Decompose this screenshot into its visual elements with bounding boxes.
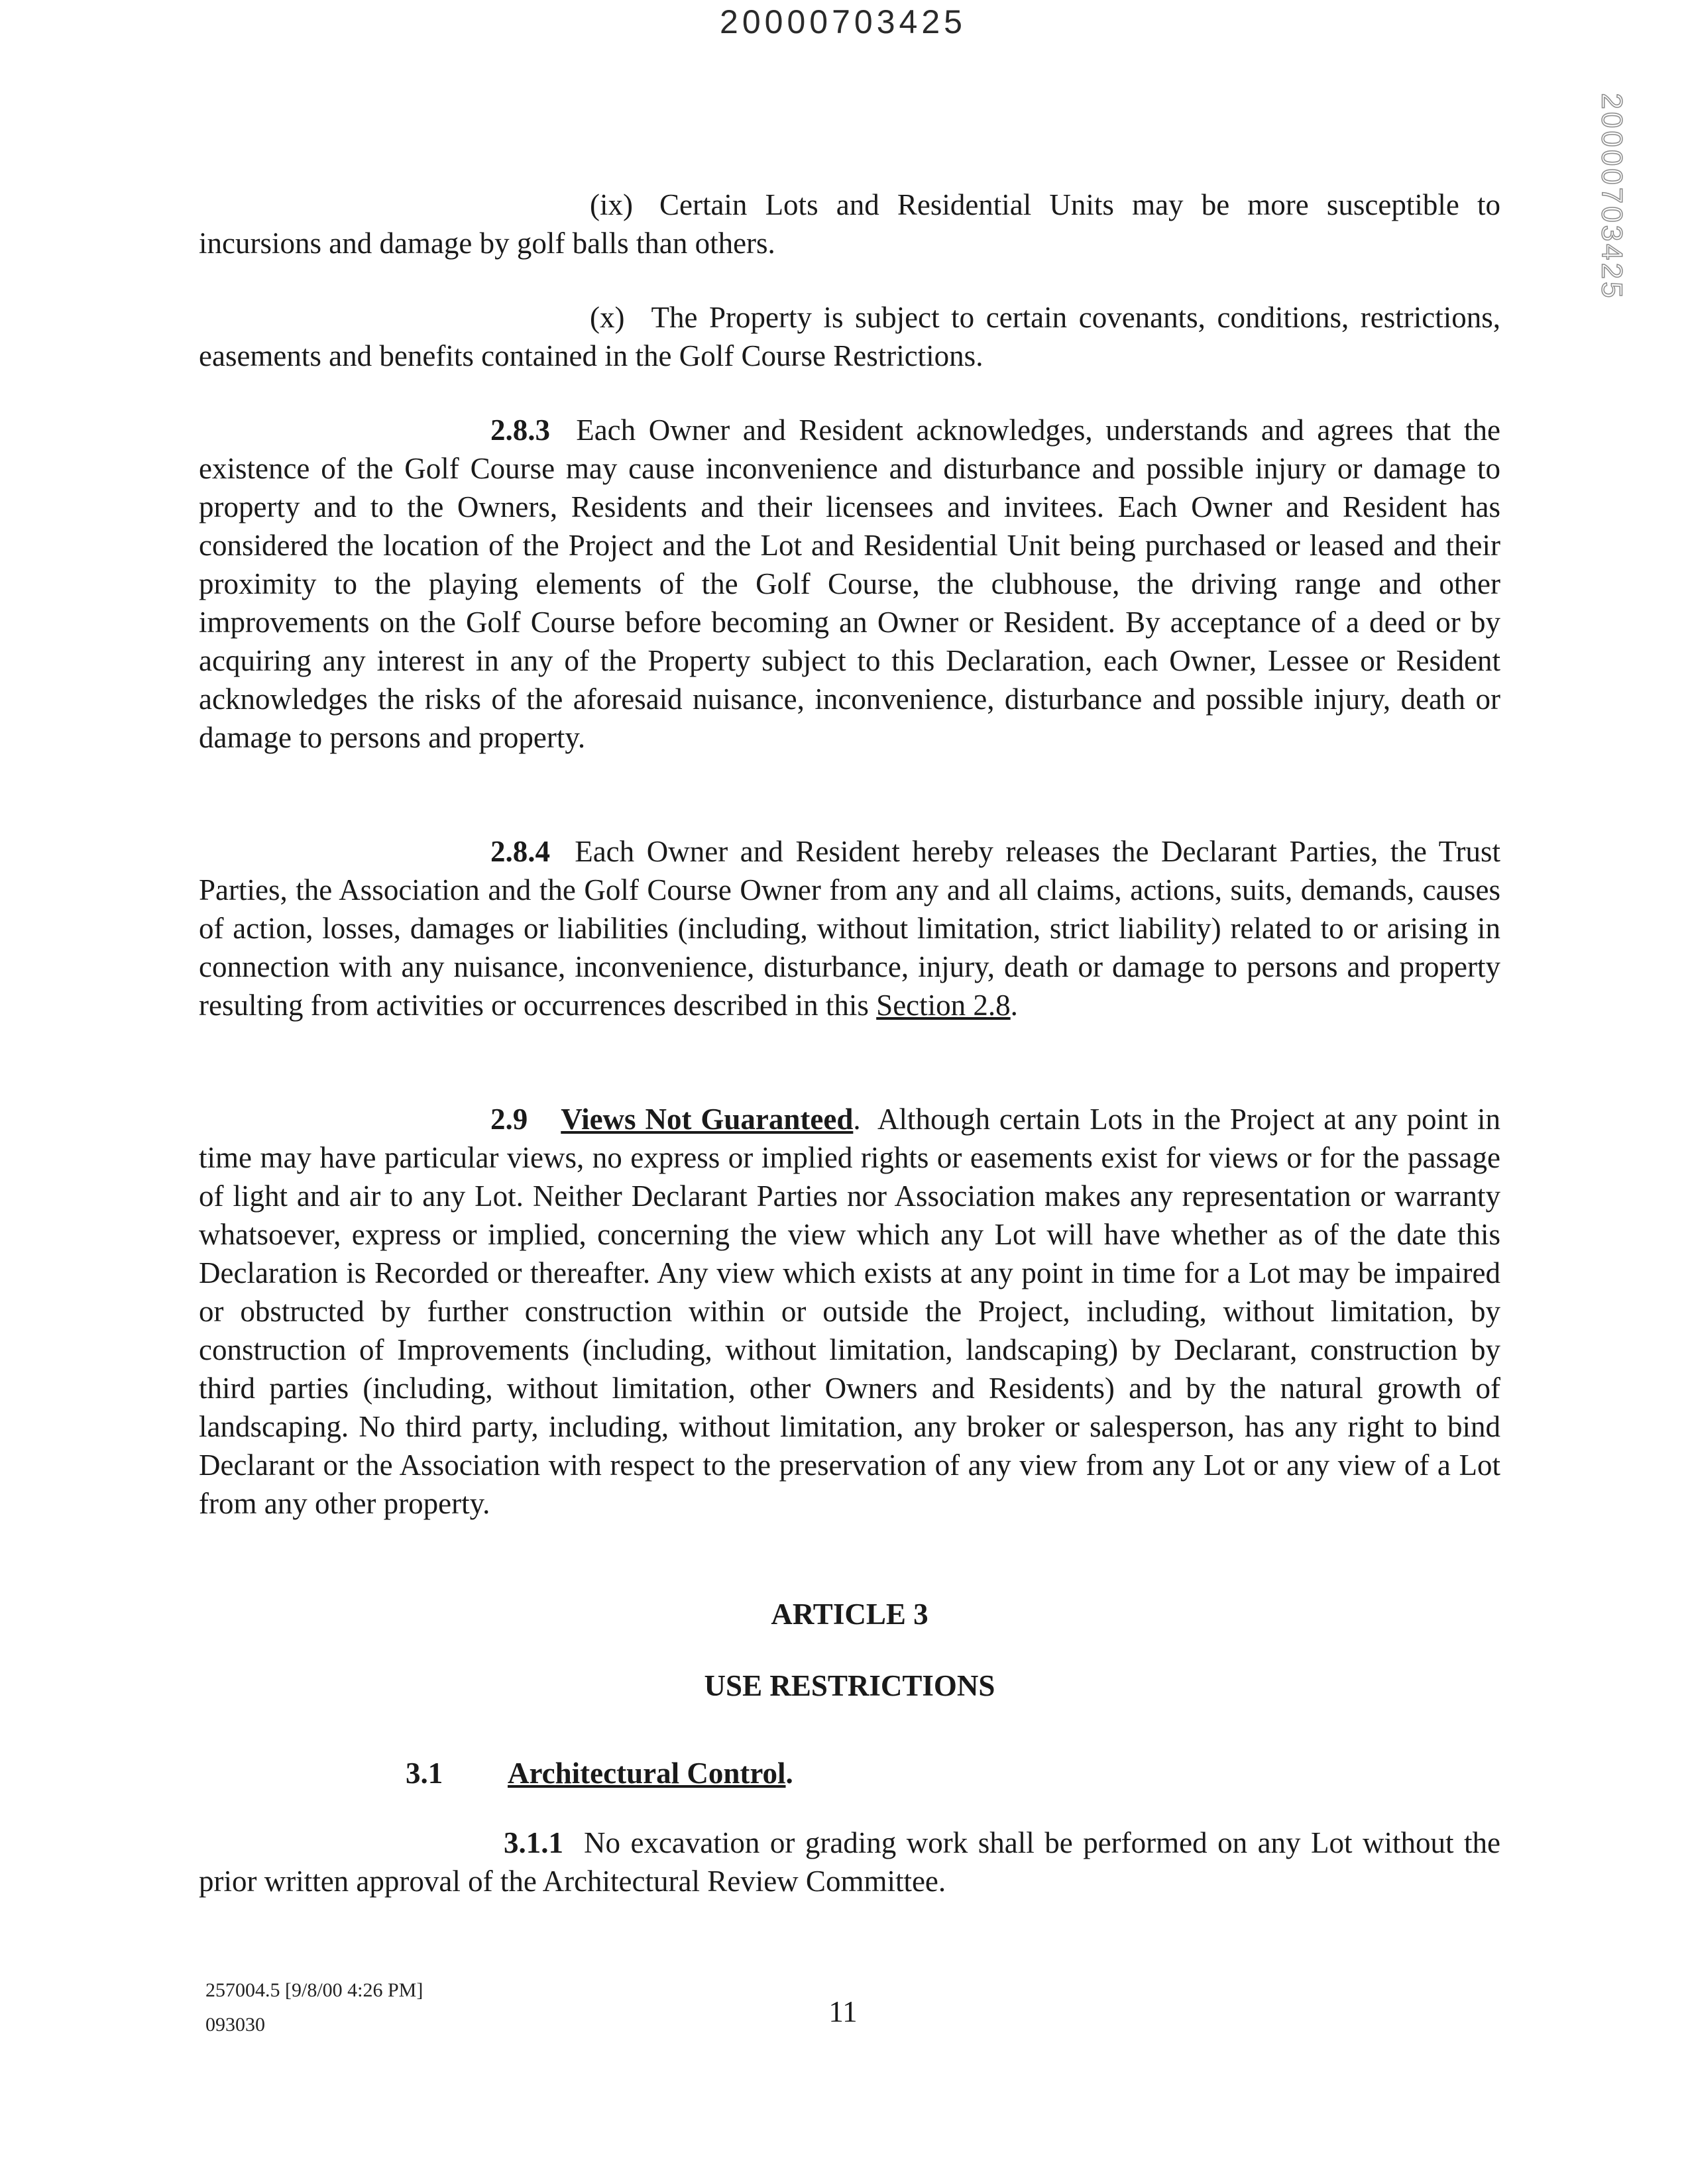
paragraph-x-marker: (x): [590, 301, 625, 334]
article-label: ARTICLE 3: [771, 1598, 928, 1631]
section-3-1-number: 3.1: [406, 1757, 443, 1790]
paragraph-x: [199, 298, 1500, 375]
paragraph-2-8-3: [199, 411, 1500, 757]
document-number: 20000703425: [720, 3, 966, 40]
paragraph-2-9: [199, 1100, 1500, 1523]
side-stamp-text: 20000703425: [1596, 93, 1628, 301]
article-title: USE RESTRICTIONS: [704, 1669, 995, 1702]
paragraph-ix-text: Certain Lots and Residential Units may be more susceptible to incursions and damage by golf balls than others.: [199, 188, 1500, 260]
paragraph-2-9-text: Although certain Lots in the Project at any point in time may have particular views, no express or implied rights or easements exist for views or for the passage of light and air to any Lot. Neither Declarant Parties nor Association makes any representation or warranty whatsoever, express or implied, concerning the view which any Lot will have whether as of the date this Declaration is Recorded or thereafter. Any view which exists at any point in time for a Lot may be impaired or obstructed by further construction within or outside the Project, including, without limitation, by construction of Improvements (including, without limitation, landscaping) by Declarant, construction by third parties (including, without limitation, other Owners and Residents) and by the natural growth of landscaping. No third party, including, without limitation, any broker or salesperson, has any right to bind Declarant or the Association with respect to the preservation of any view from any Lot or any view of a Lot from any other property.: [199, 1103, 1500, 1520]
paragraph-2-9-number: 2.9: [490, 1103, 528, 1136]
paragraph-2-8-4: [199, 832, 1500, 1024]
paragraph-2-8-4-end: .: [1010, 989, 1018, 1022]
footer-code: 093030: [205, 2014, 265, 2036]
section-3-1-title: Architectural Control: [508, 1757, 786, 1790]
paragraph-3-1-1: [199, 1824, 1500, 1900]
paragraph-2-8-3-number: 2.8.3: [490, 413, 550, 447]
paragraph-2-8-4-number: 2.8.4: [490, 835, 550, 868]
paragraph-x-text: The Property is subject to certain covenants, conditions, restrictions, easements and benefits contained in the Golf Course Restrictions.: [199, 301, 1500, 372]
paragraph-2-8-3-text: Each Owner and Resident acknowledges, understands and agrees that the existence of the Golf Course may cause inconvenience and disturbance and possible injury or damage to property and to the Owners, Residents and their licensees and invitees. Each Owner and Resident has considered the location of the Project and the Lot and Residential Unit being purchased or leased and their proximity to the playing elements of the Golf Course, the clubhouse, the driving range and other improvements on the Golf Course before becoming an Owner or Resident. By acceptance of a deed or by acquiring any interest in any of the Property subject to this Declaration, each Owner, Lessee or Resident acknowledges the risks of the aforesaid nuisance, inconvenience, disturbance and possible injury, death or damage to persons and property.: [199, 413, 1500, 754]
paragraph-3-1-1-number: 3.1.1: [504, 1826, 563, 1859]
paragraph-ix-marker: (ix): [590, 188, 633, 221]
paragraph-3-1-1-text: No excavation or grading work shall be performed on any Lot without the prior written approval of the Architectural Review Committee.: [199, 1826, 1501, 1898]
paragraph-2-9-title-end: .: [853, 1103, 861, 1136]
section-3-1-heading: [406, 1756, 793, 1790]
side-stamp: [1591, 87, 1633, 306]
section-2-8-link: Section 2.8: [876, 989, 1011, 1022]
footer-doc-ref: 257004.5 [9/8/00 4:26 PM]: [205, 1979, 423, 2001]
paragraph-2-8-4-text: Each Owner and Resident hereby releases the Declarant Parties, the Trust Parties, the Association and the Golf Course Owner from any and all claims, actions, suits, demands, causes of action, losses, damages or liabilities (including, without limitation, strict liability) related to or arising in connection with any nuisance, inconvenience, disturbance, injury, death or damage to persons and property resulting from activities or occurrences described in this: [199, 835, 1501, 1022]
paragraph-2-9-title: Views Not Guaranteed: [561, 1103, 854, 1136]
paragraph-ix: [199, 186, 1500, 262]
section-3-1-title-end: .: [785, 1757, 793, 1790]
page-number: 11: [828, 1995, 858, 2028]
